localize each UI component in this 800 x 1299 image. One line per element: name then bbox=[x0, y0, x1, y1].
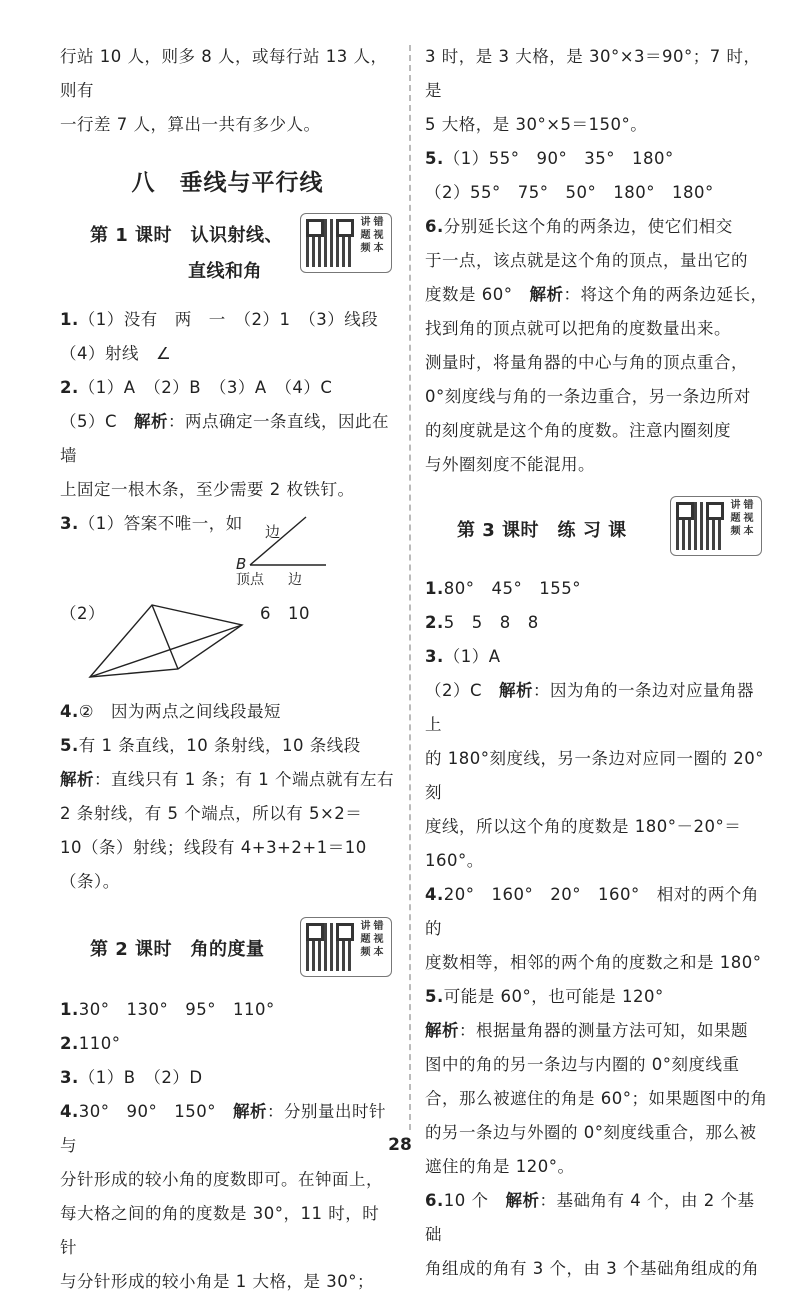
qr-label: 讲 错题 视频 本 bbox=[360, 217, 384, 254]
ray-edge-label-top: 边 bbox=[265, 523, 281, 541]
answer-2-line-1: 2.（1）A （2）B （3）A （4）C bbox=[60, 378, 333, 397]
answer-5: 5.有 1 条直线，10 条射线，10 条线段 bbox=[60, 736, 361, 755]
lesson-2-answer-6-line-4: 找到角的顶点就可以把角的度数量出来。 bbox=[425, 319, 731, 338]
lesson-3-answer-5: 5.可能是 60°，也可能是 120° bbox=[425, 987, 664, 1006]
lesson-2-answer-6-line-5: 测量时，将量角器的中心与角的顶点重合， bbox=[425, 353, 748, 372]
answer-3-part-2-values: 6 10 bbox=[260, 604, 310, 623]
lesson-2-answer-6-line-3: 度数是 60° 解析：将这个角的两条边延长， bbox=[425, 285, 768, 304]
lesson-1-header bbox=[60, 213, 395, 295]
answer-4: 4.② 因为两点之间线段最短 bbox=[60, 702, 282, 721]
lesson-3-answer-3-line-4: 度线，所以这个角的度数是 180°－20°＝160°。 bbox=[425, 817, 742, 870]
lesson-2-answer-4-line-4: 与分针形成的较小角是 1 大格，是 30°； bbox=[60, 1272, 374, 1291]
qr-code-icon bbox=[676, 502, 724, 550]
lesson-3-answer-3-line-3: 的 180°刻度线，另一条边对应同一圈的 20°刻 bbox=[425, 749, 764, 802]
lesson-2-answer-3: 3.（1）B （2）D bbox=[60, 1068, 203, 1087]
lesson-3-answer-5-analysis-5: 遮住的角是 120°。 bbox=[425, 1157, 575, 1176]
lesson-2-answer-6-line-6: 0°刻度线与角的一条边重合，另一条边所对 bbox=[425, 387, 751, 406]
quadrilateral-figure bbox=[60, 597, 395, 689]
answer-2-line-2: （5）C 解析：两点确定一条直线，因此在墙 bbox=[60, 412, 390, 465]
lesson-2-answer-6-line-1: 6.分别延长这个角的两条边，使它们相交 bbox=[425, 217, 733, 236]
answer-3-line-1: 3.（1）答案不唯一，如 bbox=[60, 514, 243, 533]
answer-5-analysis-2: 2 条射线，有 5 个端点，所以有 5×2＝ bbox=[60, 804, 363, 823]
answer-number: 1. bbox=[60, 310, 79, 329]
continued-line-1: 3 时，是 3 大格，是 30°×3＝90°；7 时，是 bbox=[425, 47, 761, 100]
lesson-3-answer-3-line-2: （2）C 解析：因为角的一条边对应量角器上 bbox=[425, 681, 755, 734]
qr-code-lesson-3[interactable] bbox=[670, 496, 762, 556]
qr-code-lesson-1[interactable] bbox=[300, 213, 392, 273]
lesson-3-answer-5-analysis-4: 的另一条边与外圈的 0°刻度线重合，那么被 bbox=[425, 1123, 757, 1142]
lesson-2-answer-6-line-7: 的刻度就是这个角的度数。注意内圈刻度 bbox=[425, 421, 731, 440]
answer-5-analysis-3: 10（条）射线；线段有 4+3+2+1＝10（条）。 bbox=[60, 838, 367, 891]
left-column bbox=[60, 40, 395, 1299]
lesson-2-header bbox=[60, 917, 395, 979]
qr-code-icon bbox=[306, 219, 354, 267]
lesson-2-answer-2: 2.110° bbox=[60, 1034, 121, 1053]
lesson-3-answer-1: 1.80° 45° 155° bbox=[425, 579, 581, 598]
ray-diagram bbox=[60, 507, 395, 569]
lesson-3-answer-5-analysis-3: 合，那么被遮住的角是 60°；如果题图中的角 bbox=[425, 1089, 768, 1108]
lesson-3-answer-2: 2.5 5 8 8 bbox=[425, 613, 539, 632]
chapter-title: 八 垂线与平行线 bbox=[131, 170, 324, 196]
answer-5-analysis-1: 解析：直线只有 1 条；有 1 个端点就有左右 bbox=[60, 770, 394, 789]
lesson-3-header bbox=[425, 496, 770, 558]
ray-edge-label-bottom: 边 bbox=[288, 572, 302, 588]
ray-labels-row bbox=[60, 569, 395, 591]
lesson-2-answer-5-line-1: 5.（1）55° 90° 35° 180° bbox=[425, 149, 674, 168]
ray-figure bbox=[60, 507, 395, 573]
intro-line-1: 行站 10 人，则多 8 人，或每行站 13 人，则有 bbox=[60, 47, 388, 100]
continued-line-2: 5 大格，是 30°×5＝150°。 bbox=[425, 115, 648, 134]
lesson-2-answer-4-line-3: 每大格之间的角的度数是 30°，11 时，时针 bbox=[60, 1204, 380, 1257]
answer-3-part-2-label: （2） bbox=[60, 604, 105, 623]
right-column bbox=[425, 40, 770, 1286]
analysis-label: 解析 bbox=[134, 412, 169, 431]
lesson-1-title-line-1: 第 1 课时 认识射线、 bbox=[90, 225, 284, 246]
qr-code-lesson-2[interactable] bbox=[300, 917, 392, 977]
lesson-2-answer-4-line-2: 分针形成的较小角的度数即可。在钟面上， bbox=[60, 1170, 383, 1189]
lesson-3-answer-4-line-1: 4.20° 160° 20° 160° 相对的两个角的 bbox=[425, 885, 759, 938]
ray-vertex-letter: B bbox=[236, 555, 247, 573]
lesson-3-answer-3-line-1: 3.（1）A bbox=[425, 647, 501, 666]
lesson-3-answer-5-analysis-2: 图中的角的另一条边与内圈的 0°刻度线重 bbox=[425, 1055, 740, 1074]
lesson-3-answer-5-analysis-1: 解析：根据量角器的测量方法可知，如果题 bbox=[425, 1021, 748, 1040]
qr-code-icon bbox=[306, 923, 354, 971]
qr-label: 讲 错题 视频 本 bbox=[360, 921, 384, 958]
lesson-2-title: 第 2 课时 角的度量 bbox=[90, 939, 265, 960]
ray-vertex-label: 顶点 bbox=[236, 572, 264, 588]
lesson-2-answer-6-line-8: 与外圈刻度不能混用。 bbox=[425, 455, 595, 474]
lesson-2-answer-6-line-2: 于一点，该点就是这个角的顶点，量出它的 bbox=[425, 251, 748, 270]
lesson-3-answer-6-line-1: 6.10 个 解析：基础角有 4 个，由 2 个基础 bbox=[425, 1191, 755, 1244]
qr-label: 讲 错题 视频 本 bbox=[730, 500, 754, 537]
lesson-1-title-line-2: 直线和角 bbox=[188, 261, 262, 282]
lesson-2-answer-5-line-2: （2）55° 75° 50° 180° 180° bbox=[425, 183, 714, 202]
page-number: 28 bbox=[388, 1135, 412, 1155]
intro-line-2: 一行差 7 人，算出一共有多少人。 bbox=[60, 115, 321, 134]
answer-1-line-2: （4）射线 ∠ bbox=[60, 344, 172, 363]
answer-2-line-3: 上固定一根木条，至少需要 2 枚铁钉。 bbox=[60, 480, 355, 499]
lesson-3-answer-4-line-2: 度数相等，相邻的两个角的度数之和是 180° bbox=[425, 953, 762, 972]
answer-1-line-1: 1.（1）没有 两 一 （2）1 （3）线段 bbox=[60, 310, 379, 329]
quadrilateral-diagram bbox=[60, 597, 395, 689]
lesson-3-title: 第 3 课时 练 习 课 bbox=[457, 520, 627, 541]
lesson-2-answer-1: 1.30° 130° 95° 110° bbox=[60, 1000, 275, 1019]
lesson-3-answer-6-line-2: 角组成的角有 3 个，由 3 个基础角组成的角 bbox=[425, 1259, 759, 1278]
lesson-2-answer-4-line-1: 4.30° 90° 150° 解析：分别量出时针与 bbox=[60, 1102, 386, 1155]
column-divider bbox=[409, 45, 411, 1130]
